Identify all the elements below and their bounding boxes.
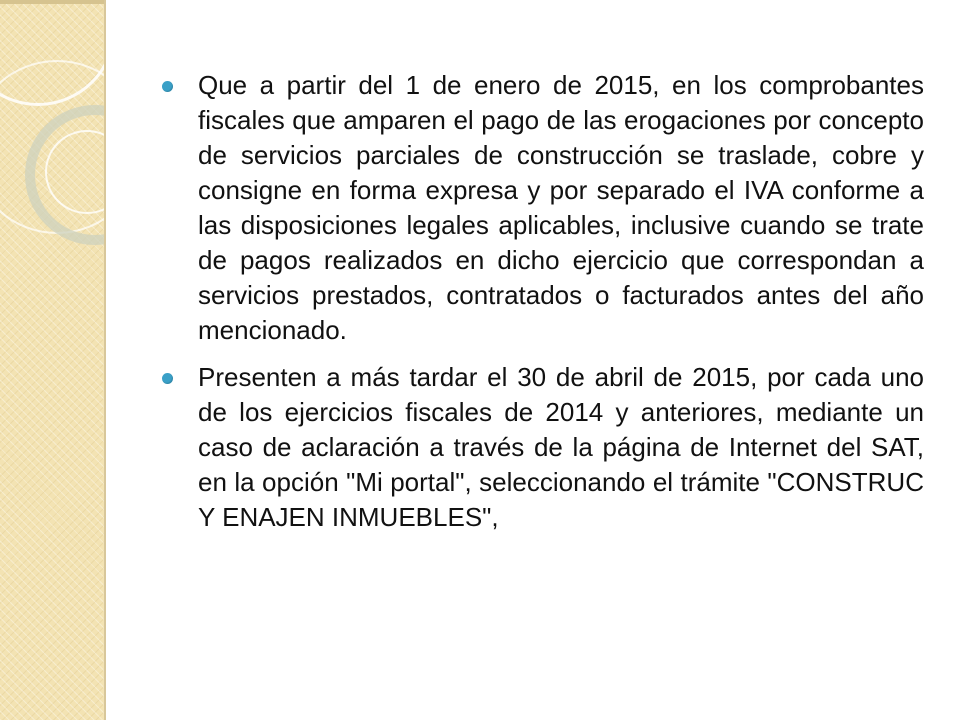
decorative-side-band <box>0 0 105 720</box>
bullet-text: Que a partir del 1 de enero de 2015, en los comprobantes fiscales que amparen el pago de las erogaciones por concepto de servicios parciales de construcción se traslade, cobre y consigne en forma expresa y por separado el IVA conforme a las disposiciones legales aplicables, inclusive cuando se trate de pagos realizados en dicho ejercicio que correspondan a servicios prestados, contratados o facturados antes del año mencionado. <box>198 70 924 345</box>
bullet-dot-icon <box>162 373 173 384</box>
decorative-band-edge <box>104 0 106 720</box>
bullet-item-2 <box>160 360 924 535</box>
bullet-item-1 <box>160 68 924 348</box>
bullet-text: Presenten a más tardar el 30 de abril de 2015, por cada uno de los ejercicios fiscales de 2014 y anteriores, mediante un caso de aclaración a través de la página de Internet del SAT, en la opción "Mi portal", seleccionando el trámite "CONSTRUC Y ENAJEN INMUEBLES", <box>198 362 924 532</box>
bullet-dot-icon <box>162 81 173 92</box>
slide-content <box>160 68 924 547</box>
